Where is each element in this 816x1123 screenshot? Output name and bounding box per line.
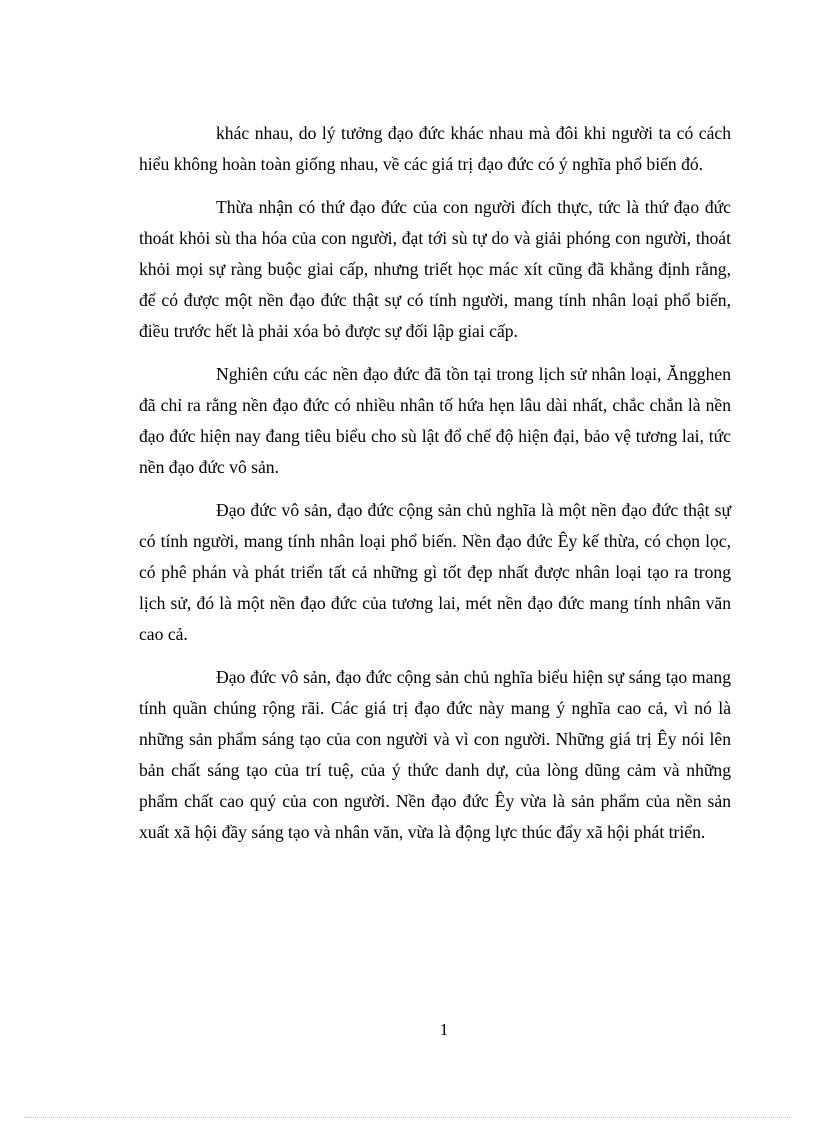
page-bottom-divider [24,1117,792,1118]
paragraph-5: Đạo đức vô sản, đạo đức cộng sản chủ nghĩa biểu hiện sự sáng tạo mang tính quần chúng rộng rãi. Các giá trị đạo đức này mang ý nghĩa cao cả, vì nó là những sản phẩm sáng tạo của con người và vì con người. Những giá trị Êy nói lên bản chất sáng tạo của trí tuệ, của ý thức danh dự, của lòng dũng cảm và những phẩm chất cao quý của con người. Nền đạo đức Êy vừa là sản phẩm của nền sản xuất xã hội đầy sáng tạo và nhân văn, vừa là động lực thúc đẩy xã hội phát triển. [139,667,731,842]
paragraph-3: Nghiên cứu các nền đạo đức đã tồn tại trong lịch sử nhân loại, Ăngghen đã chỉ ra rằng nền đạo đức có nhiều nhân tố hứa hẹn lâu dài nhất, chắc chắn là nền đạo đức hiện nay đang tiêu biểu cho sù lật đổ chế độ hiện đại, bảo vệ tương lai, tức nền đạo đức vô sản. [139,364,731,477]
page-number: 1 [439,1020,449,1039]
paragraph-2: Thừa nhận có thứ đạo đức của con người đích thực, tức là thứ đạo đức thoát khỏi sù tha hóa của con người, đạt tới sù tự do và giải phóng con người, thoát khỏi mọi sự ràng buộc giai cấp, nhưng triết học mác xít cũng đã khẳng định rằng, để có được một nền đạo đức thật sự có tính người, mang tính nhân loại phổ biến, điều trước hết là phải xóa bỏ được sự đối lập giai cấp. [139,197,731,341]
paragraph-1: khác nhau, do lý tưởng đạo đức khác nhau mà đôi khi người ta có cách hiểu không hoàn toàn giống nhau, về các giá trị đạo đức có ý nghĩa phổ biến đó. [139,123,731,174]
body-text [139,118,731,860]
paragraph-4: Đạo đức vô sản, đạo đức cộng sản chủ nghĩa là một nền đạo đức thật sự có tính người, mang tính nhân loại phổ biến. Nền đạo đức Êy kế thừa, có chọn lọc, có phê phán và phát triển tất cả những gì tốt đẹp nhất được nhân loại tạo ra trong lịch sử, đó là một nền đạo đức của tương lai, mét nền đạo đức mang tính nhân văn cao cả. [139,500,731,644]
